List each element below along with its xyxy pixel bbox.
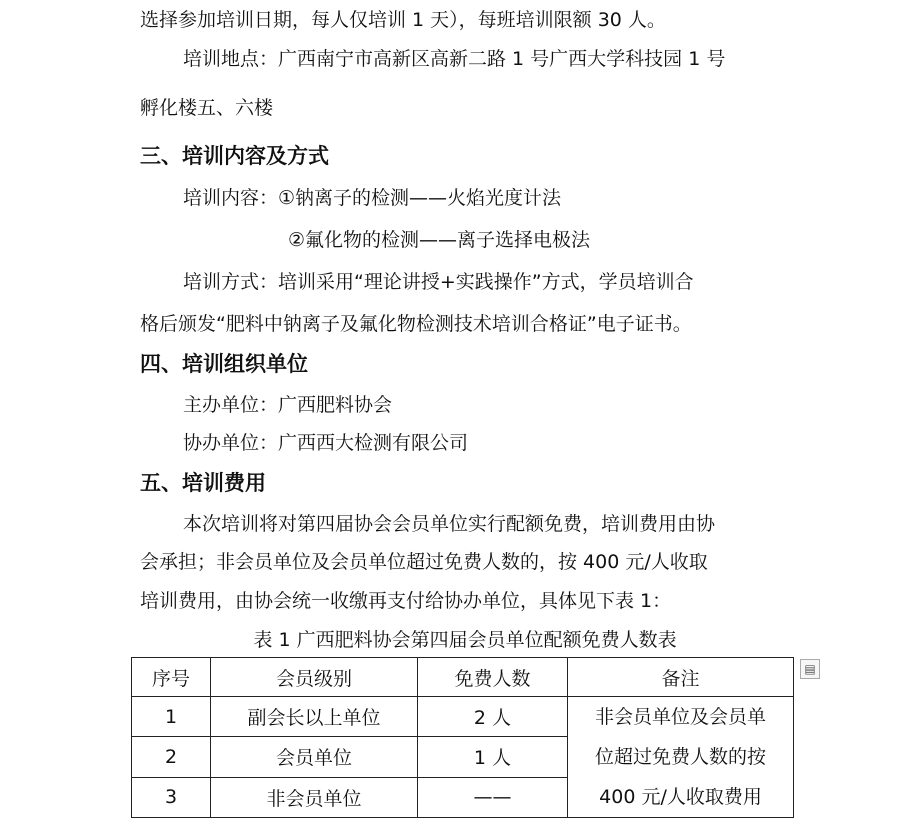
remark-line: 非会员单位及会员单: [594, 706, 766, 728]
table-row: [132, 697, 794, 737]
section-heading-3: 三、培训内容及方式: [140, 144, 329, 168]
header-cell: 会员级别: [211, 658, 418, 697]
table-cell: 1: [132, 697, 211, 737]
table-cell: 会员单位: [211, 737, 418, 777]
fee-paragraph: 本次培训将对第四届协会会员单位实行配额免费，培训费用由协: [183, 513, 716, 535]
training-content-2: ②氟化物的检测——离子选择电极法: [288, 229, 591, 251]
table-cell: ——: [418, 777, 568, 817]
table-cell: 2: [132, 737, 211, 777]
section-heading-4: 四、培训组织单位: [140, 352, 308, 376]
paragraph-line: 培训费用，由协会统一收缴再支付给协办单位，具体见下表 1：: [140, 590, 672, 612]
table-cell: 2 人: [418, 697, 568, 737]
table-move-icon[interactable]: ▤: [800, 659, 820, 679]
table-cell: 1 人: [418, 737, 568, 777]
paragraph-line: 格后颁发“肥料中钠离子及氟化物检测技术培训合格证”电子证书。: [140, 313, 692, 335]
header-cell: 备注: [568, 658, 794, 697]
table-cell: 3: [132, 777, 211, 817]
training-content: 培训内容：①钠离子的检测——火焰光度计法: [183, 187, 562, 209]
table-header-row: [132, 658, 794, 697]
section-heading-5: 五、培训费用: [140, 471, 266, 495]
paragraph-line: 会承担；非会员单位及会员单位超过免费人数的，按 400 元/人收取: [140, 551, 708, 573]
remark-line: 位超过免费人数的按: [594, 746, 766, 768]
quota-table: [131, 657, 794, 818]
header-cell: 序号: [132, 658, 211, 697]
remark-cell: [568, 697, 794, 818]
training-method: 培训方式：培训采用“理论讲授+实践操作”方式，学员培训合: [183, 271, 694, 293]
paragraph-line: 选择参加培训日期，每人仅培训 1 天），每班培训限额 30 人。: [140, 9, 666, 31]
table-cell: 非会员单位: [211, 777, 418, 817]
table-cell: 副会长以上单位: [211, 697, 418, 737]
co-host-unit: 协办单位：广西西大检测有限公司: [183, 432, 469, 454]
paragraph-line: 孵化楼五、六楼: [140, 97, 274, 119]
host-unit: 主办单位：广西肥料协会: [183, 394, 393, 416]
header-cell: 免费人数: [418, 658, 568, 697]
training-location: 培训地点：广西南宁市高新区高新二路 1 号广西大学科技园 1 号: [183, 48, 726, 70]
remark-line: 400 元/人收取费用: [599, 786, 762, 808]
table-caption: 表 1 广西肥料协会第四届会员单位配额免费人数表: [253, 629, 677, 651]
